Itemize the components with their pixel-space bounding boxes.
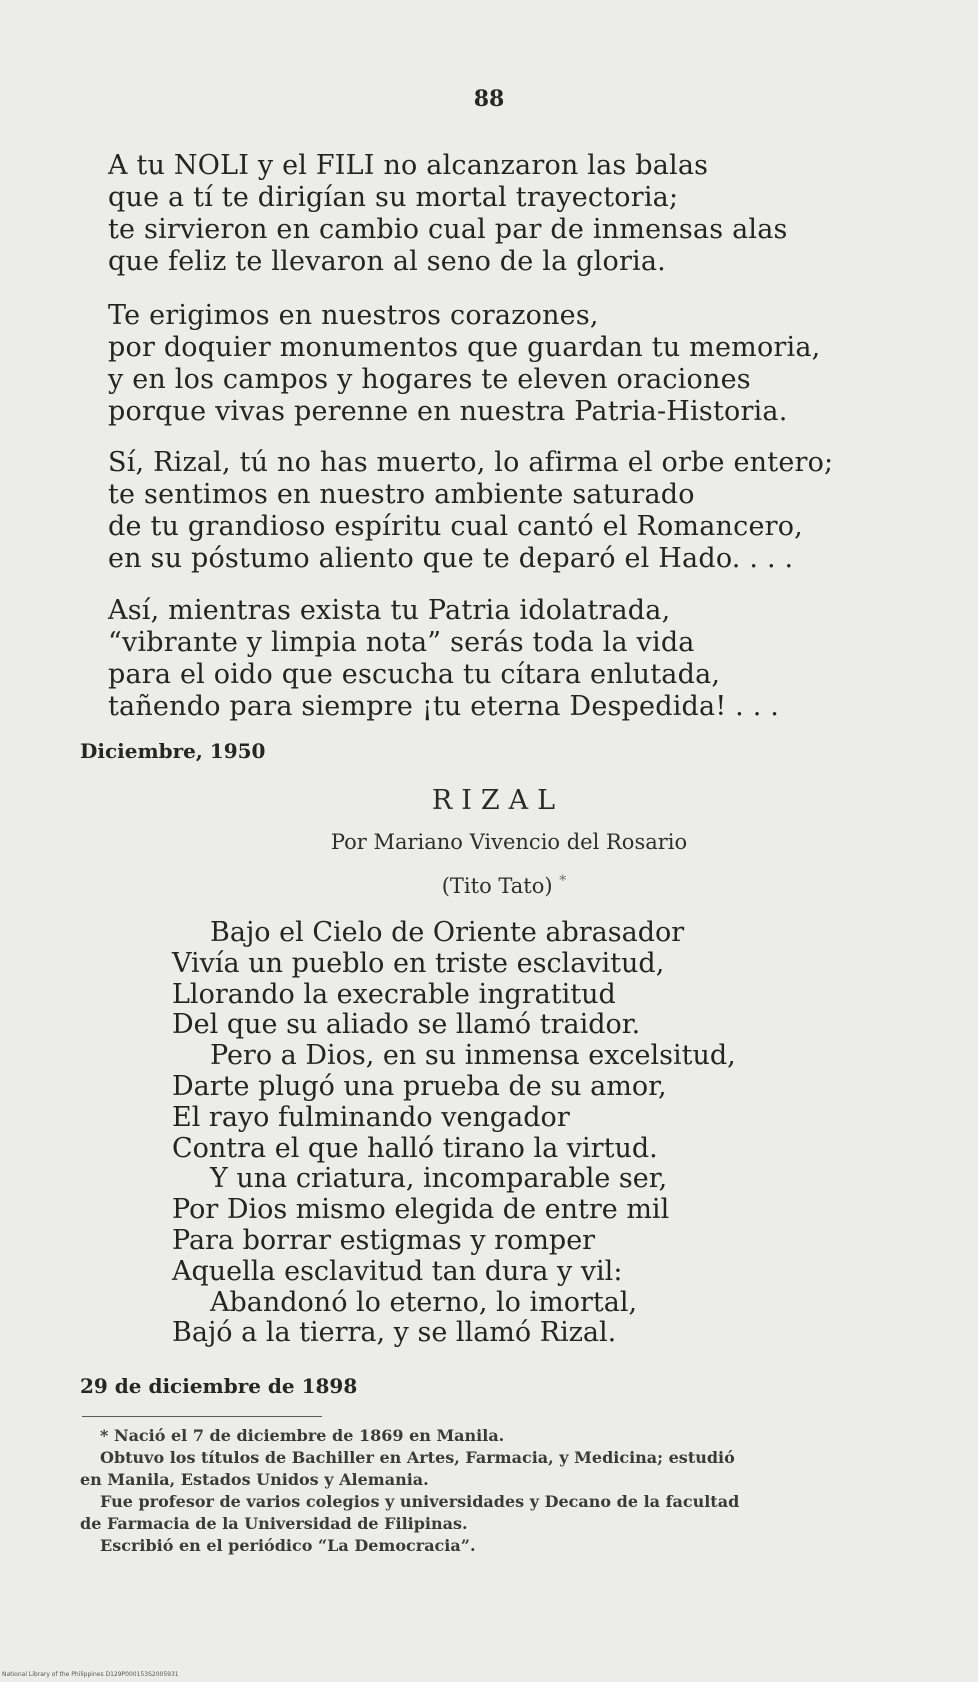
footnote-rule <box>82 1416 322 1417</box>
verse-line: Contra el que halló tirano la virtud. <box>172 1132 658 1164</box>
verse-line: en su póstumo aliento que te deparó el Hado. . . . <box>108 543 794 574</box>
verse-line: Llorando la execrable ingratitud <box>172 978 616 1010</box>
verse-line: que a tí te dirigían su mortal trayectoria; <box>108 182 679 213</box>
footnote-item: * Nació el 7 de diciembre de 1869 en Manila. <box>100 1426 505 1445</box>
verse-line: Por Dios mismo elegida de entre mil <box>172 1194 670 1226</box>
poem-title: RIZAL <box>431 785 565 816</box>
scan-credit: National Library of the Philippines D129P000153S2005931 <box>2 1671 179 1678</box>
page-number: 88 <box>473 86 505 112</box>
stanza-1 <box>108 150 888 278</box>
stanza-4 <box>108 595 888 723</box>
verse-line: Sí, Rizal, tú no has muerto, lo afirma el orbe entero; <box>108 447 834 478</box>
stanza-3 <box>108 447 888 575</box>
verse-line: que feliz te llevaron al seno de la gloria. <box>108 246 666 277</box>
first-poem-date: Diciembre, 1950 <box>80 739 266 763</box>
verse-line: te sirvieron en cambio cual par de inmensas alas <box>108 214 788 245</box>
verse-line: Aquella esclavitud tan dura y vil: <box>172 1255 623 1287</box>
verse-line: y en los campos y hogares te eleven oraciones <box>108 364 751 395</box>
verse-line: de tu grandioso espíritu cual cantó el Romancero, <box>108 511 803 542</box>
verse-line: Te erigimos en nuestros corazones, <box>108 300 599 331</box>
footnote-item: Escribió en el periódico “La Democracia”. <box>100 1536 476 1555</box>
rizal-sonnet <box>172 918 892 1349</box>
verse-line: Abandonó lo eterno, lo imortal, <box>210 1286 638 1318</box>
verse-line: Del que su aliado se llamó traidor. <box>172 1009 641 1041</box>
stanza-2 <box>108 300 888 428</box>
poem-pseudonym <box>0 873 978 898</box>
verse-line: Bajo el Cielo de Oriente abrasador <box>210 917 685 948</box>
verse-line: porque vivas perenne en nuestra Patria-Historia. <box>108 396 788 427</box>
verse-line: Para borrar estigmas y romper <box>172 1224 596 1256</box>
verse-line: Vivía un pueblo en triste esclavitud, <box>172 947 665 979</box>
footnote-item: Fue profesor de varios colegios y universidades y Decano de la facultad de Farmacia de la Universidad de Filipinas. <box>80 1492 740 1533</box>
verse-line: Bajó a la tierra, y se llamó Rizal. <box>172 1317 617 1349</box>
footnote-item: Obtuvo los títulos de Bachiller en Artes, Farmacia, y Medicina; estudió en Manila, Estados Unidos y Alemania. <box>80 1448 735 1489</box>
verse-line: “vibrante y limpia nota” serás toda la vida <box>108 627 695 658</box>
verse-line: por doquier monumentos que guardan tu memoria, <box>108 332 821 363</box>
verse-line: El rayo fulminando vengador <box>172 1101 570 1133</box>
verse-line: te sentimos en nuestro ambiente saturado <box>108 479 695 510</box>
poem-author: Por Mariano Vivencio del Rosario <box>330 830 688 854</box>
verse-line: Y una criatura, incomparable ser, <box>210 1163 668 1195</box>
verse-line: Pero a Dios, en su inmensa excelsitud, <box>210 1040 736 1072</box>
second-poem-date: 29 de diciembre de 1898 <box>80 1374 358 1398</box>
verse-line: A tu NOLI y el FILI no alcanzaron las balas <box>108 150 709 181</box>
verse-line: para el oido que escucha tu cítara enlutada, <box>108 659 721 690</box>
verse-line: tañendo para siempre ¡tu eterna Despedida! . . . <box>108 691 780 722</box>
pseudonym-text: (Tito Tato) <box>441 874 553 898</box>
verse-line: Darte plugó una prueba de su amor, <box>172 1070 667 1102</box>
footnote-marker: * <box>559 873 567 889</box>
footnotes <box>80 1425 930 1557</box>
verse-line: Así, mientras exista tu Patria idolatrada, <box>108 595 671 626</box>
